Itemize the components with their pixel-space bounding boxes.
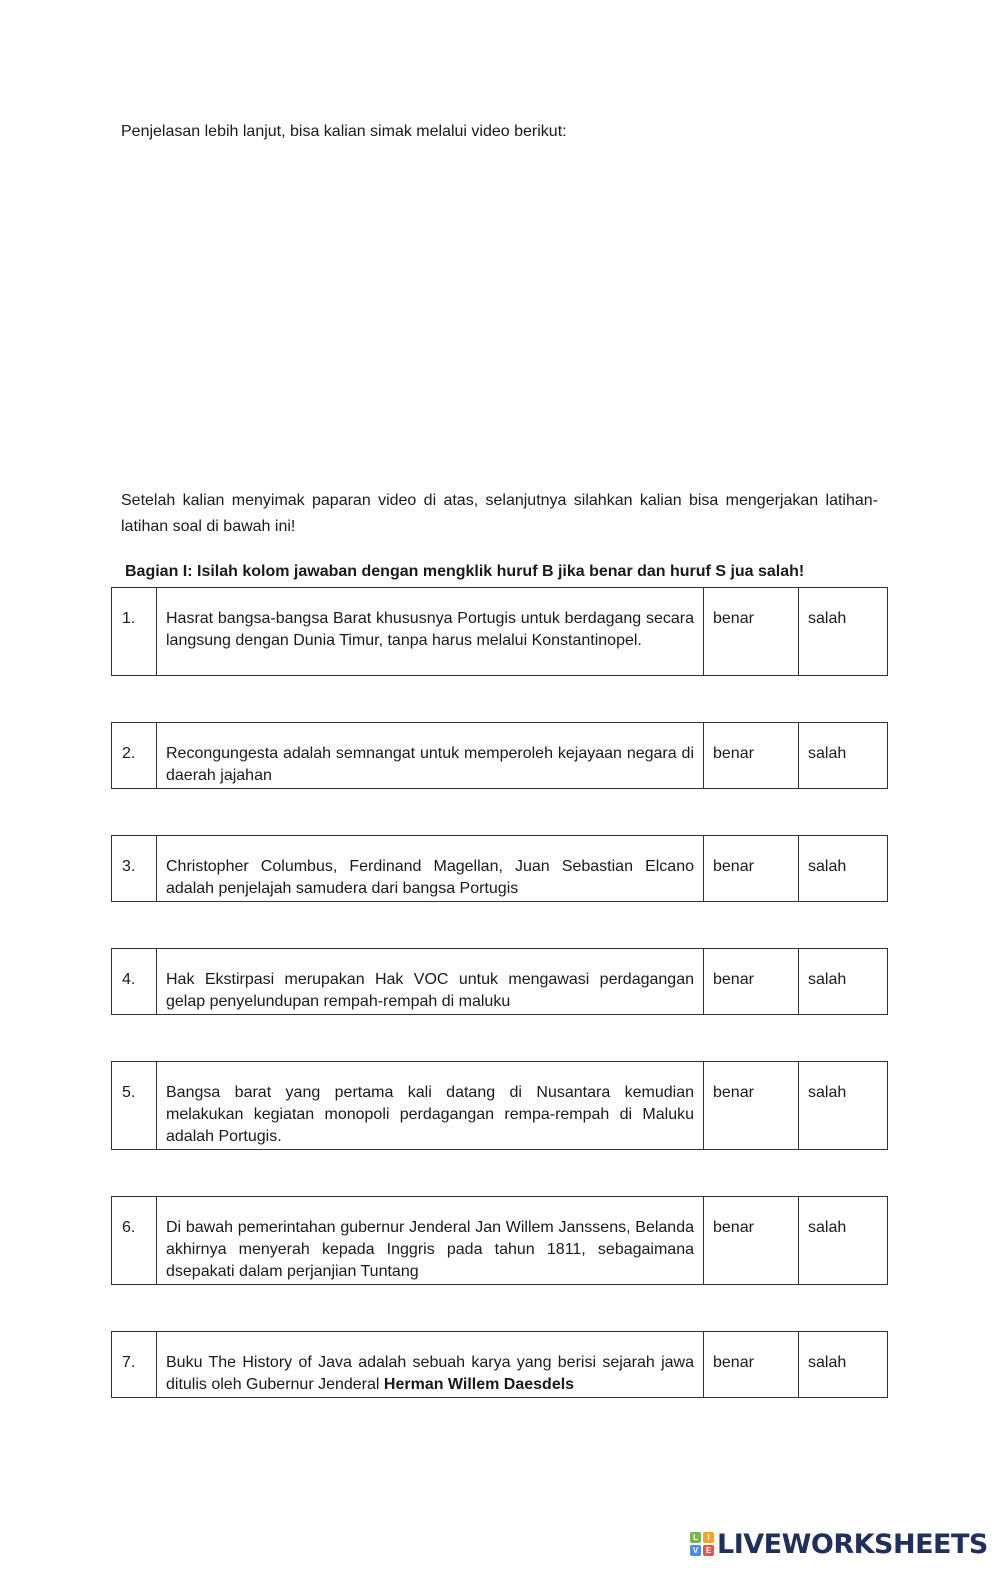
logo-mark-v: V — [690, 1545, 701, 1556]
question-table — [111, 948, 888, 1015]
answer-true-option[interactable]: benar — [704, 1332, 799, 1398]
answer-true-option[interactable]: benar — [704, 723, 799, 789]
question-number: 5. — [112, 1062, 157, 1150]
logo-mark-i: I — [703, 1532, 714, 1543]
answer-false-option[interactable]: salah — [799, 588, 888, 676]
question-text — [157, 1332, 704, 1398]
answer-false-option[interactable]: salah — [799, 723, 888, 789]
question-number: 6. — [112, 1197, 157, 1285]
question-table — [111, 1061, 888, 1150]
question-text: Hasrat bangsa-bangsa Barat khususnya Portugis untuk berdagang secara langsung dengan Dunia Timur, tanpa harus melalui Konstantinopel. — [157, 588, 704, 676]
answer-false-option[interactable]: salah — [799, 949, 888, 1015]
question-number: 4. — [112, 949, 157, 1015]
answer-false-option[interactable]: salah — [799, 1332, 888, 1398]
question-table — [111, 1331, 888, 1398]
question-table — [111, 1196, 888, 1285]
answer-true-option[interactable]: benar — [704, 1197, 799, 1285]
logo-mark-e: E — [703, 1545, 714, 1556]
liveworksheets-logo-icon — [690, 1532, 714, 1556]
question-text: Hak Ekstirpasi merupakan Hak VOC untuk mengawasi perdagangan gelap penyelundupan rempah-rempah di maluku — [157, 949, 704, 1015]
question-text: Recongungesta adalah semnangat untuk memperoleh kejayaan negara di daerah jajahan — [157, 723, 704, 789]
answer-true-option[interactable]: benar — [704, 836, 799, 902]
question-text: Di bawah pemerintahan gubernur Jenderal Jan Willem Janssens, Belanda akhirnya menyerah kepada Inggris pada tahun 1811, sebagaimana dsepakati dalam perjanjian Tuntang — [157, 1197, 704, 1285]
question-table — [111, 587, 888, 676]
question-row — [112, 949, 888, 1015]
answer-false-option[interactable]: salah — [799, 836, 888, 902]
question-number: 3. — [112, 836, 157, 902]
question-text-regular: Buku The History of Java adalah sebuah karya yang berisi sejarah jawa ditulis oleh Gubernur Jenderal — [166, 1354, 694, 1393]
logo-text: LIVEWORKSHEETS — [717, 1528, 988, 1560]
question-text: Christopher Columbus, Ferdinand Magellan, Juan Sebastian Elcano adalah penjelajah samudera dari bangsa Portugis — [157, 836, 704, 902]
question-number: 7. — [112, 1332, 157, 1398]
answer-true-option[interactable]: benar — [704, 1062, 799, 1150]
answer-true-option[interactable]: benar — [704, 949, 799, 1015]
question-table — [111, 722, 888, 789]
answer-false-option[interactable]: salah — [799, 1197, 888, 1285]
instruction-paragraph: Setelah kalian menyimak paparan video di atas, selanjutnya silahkan kalian bisa mengerjakan latihan-latihan soal di bawah ini! — [121, 492, 878, 535]
question-row — [112, 1332, 888, 1398]
question-text: Bangsa barat yang pertama kali datang di Nusantara kemudian melakukan kegiatan monopoli perdagangan rempa-rempah di Maluku adalah Portugis. — [157, 1062, 704, 1150]
answer-false-option[interactable]: salah — [799, 1062, 888, 1150]
question-number: 2. — [112, 723, 157, 789]
section-heading: Bagian I: Isilah kolom jawaban dengan mengklik huruf B jika benar dan huruf S jua salah! — [125, 563, 805, 580]
question-table — [111, 835, 888, 902]
question-row — [112, 1197, 888, 1285]
question-row — [112, 723, 888, 789]
question-number: 1. — [112, 588, 157, 676]
question-row — [112, 588, 888, 676]
question-row — [112, 1062, 888, 1150]
question-text-bold: Herman Willem Daesdels — [383, 1376, 575, 1393]
question-row — [112, 836, 888, 902]
answer-true-option[interactable]: benar — [704, 588, 799, 676]
liveworksheets-logo — [690, 1529, 988, 1559]
intro-text: Penjelasan lebih lanjut, bisa kalian simak melalui video berikut: — [121, 123, 567, 140]
logo-mark-l: L — [690, 1532, 701, 1543]
